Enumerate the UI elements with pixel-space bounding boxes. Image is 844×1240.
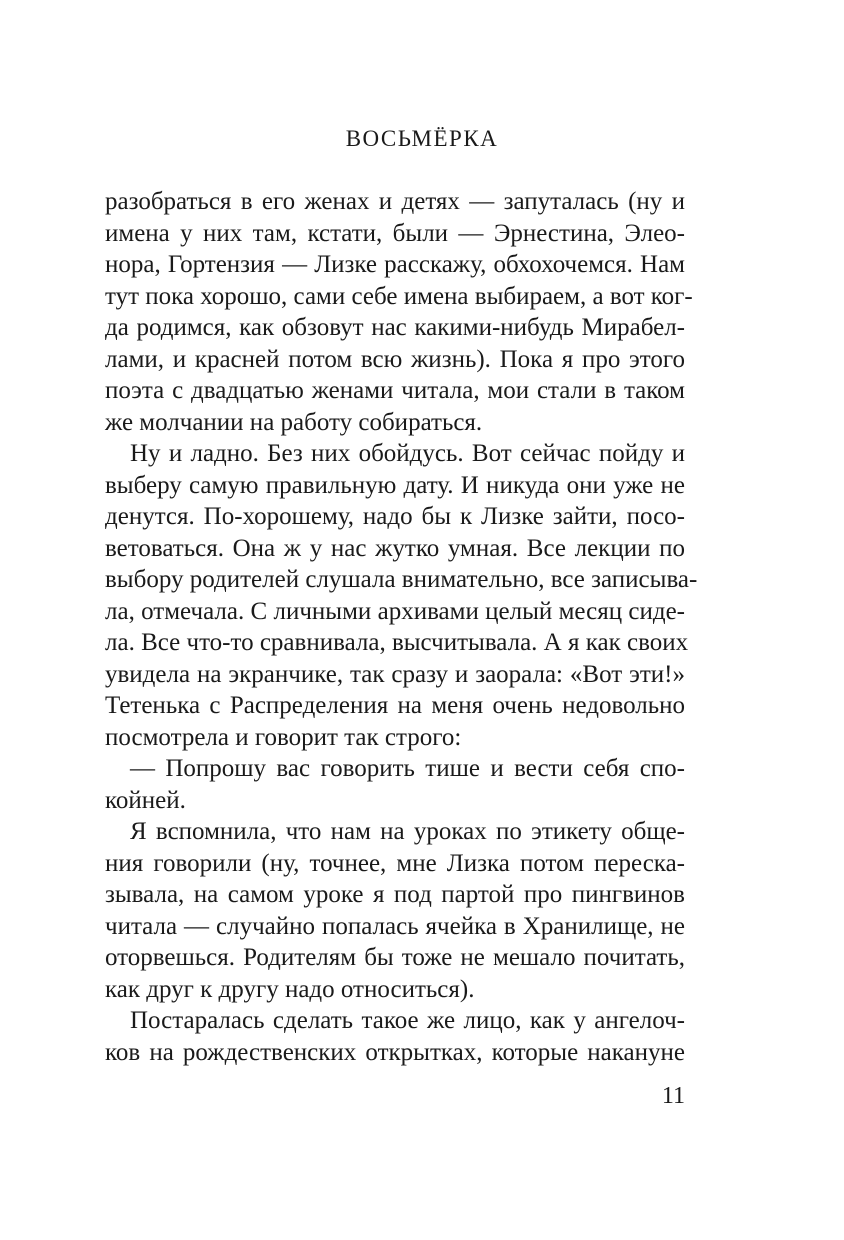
- text-line: — Попрошу вас говорить тише и вести себя спо-: [130, 755, 685, 782]
- text-line: да родимся, как обзовут нас какими-нибудь Мирабел-: [105, 314, 685, 341]
- page-number: 11: [661, 1083, 685, 1109]
- text-line: ла, отмечала. С личными архивами целый месяц сиде-: [105, 597, 685, 625]
- text-line: оторвешься. Родителям бы тоже не мешало почитать,: [105, 944, 685, 971]
- text-line: ветоваться. Она ж у нас жутко умная. Все лекции по: [105, 534, 685, 562]
- body-text: [105, 186, 698, 1068]
- text-line: же молчании на работу собираться.: [105, 408, 483, 436]
- text-line: ния говорили (ну, точнее, мне Лизка потом переска-: [105, 849, 685, 877]
- text-line: Ну и ладно. Без них обойдусь. Вот сейчас пойду и: [130, 440, 685, 467]
- text-line: выберу самую правильную дату. И никуда они уже не: [105, 471, 685, 499]
- text-line: койней.: [105, 786, 186, 814]
- text-line: лами, и красней потом всю жизнь). Пока я про этого: [105, 345, 685, 373]
- text-line: Постаралась сделать такое же лицо, как у ангелоч-: [130, 1007, 685, 1034]
- text-line: выбору родителей слушала внимательно, все записыва-: [105, 566, 698, 593]
- text-line: имена у них там, кстати, были — Эрнестина, Элео-: [105, 219, 685, 247]
- running-head: ВОСЬМЁРКА: [345, 126, 499, 151]
- text-line: читала — случайно попалась ячейка в Хранилище, не: [105, 912, 685, 940]
- text-line: ков на рождественских открытках, которые накануне: [105, 1038, 685, 1066]
- text-line: увидела на экранчике, так сразу и заорала: «Вот эти!»: [105, 660, 685, 688]
- text-line: денутся. По-хорошему, надо бы к Лизке зайти, посо-: [105, 503, 685, 530]
- text-line: ла. Все что-то сравнивала, высчитывала. А я как своих: [105, 629, 689, 656]
- text-line: поэта с двадцатью женами читала, мои стали в таком: [105, 377, 685, 404]
- text-line: нора, Гортензия — Лизке расскажу, обхохочемся. Нам: [105, 251, 685, 278]
- text-line: как друг к другу надо относиться).: [105, 975, 475, 1003]
- text-line: разобраться в его женах и детях — запуталась (ну и: [105, 188, 685, 215]
- text-line: Я вспомнила, что нам на уроках по этикету обще-: [130, 818, 685, 845]
- text-line: тут пока хорошо, сами себе имена выбираем, а вот ког-: [105, 282, 693, 310]
- text-line: Тетенька с Распределения на меня очень недовольно: [105, 692, 685, 719]
- text-line: посмотрела и говорит так строго:: [105, 723, 462, 751]
- text-line: зывала, на самом уроке я под партой про пингвинов: [105, 881, 685, 908]
